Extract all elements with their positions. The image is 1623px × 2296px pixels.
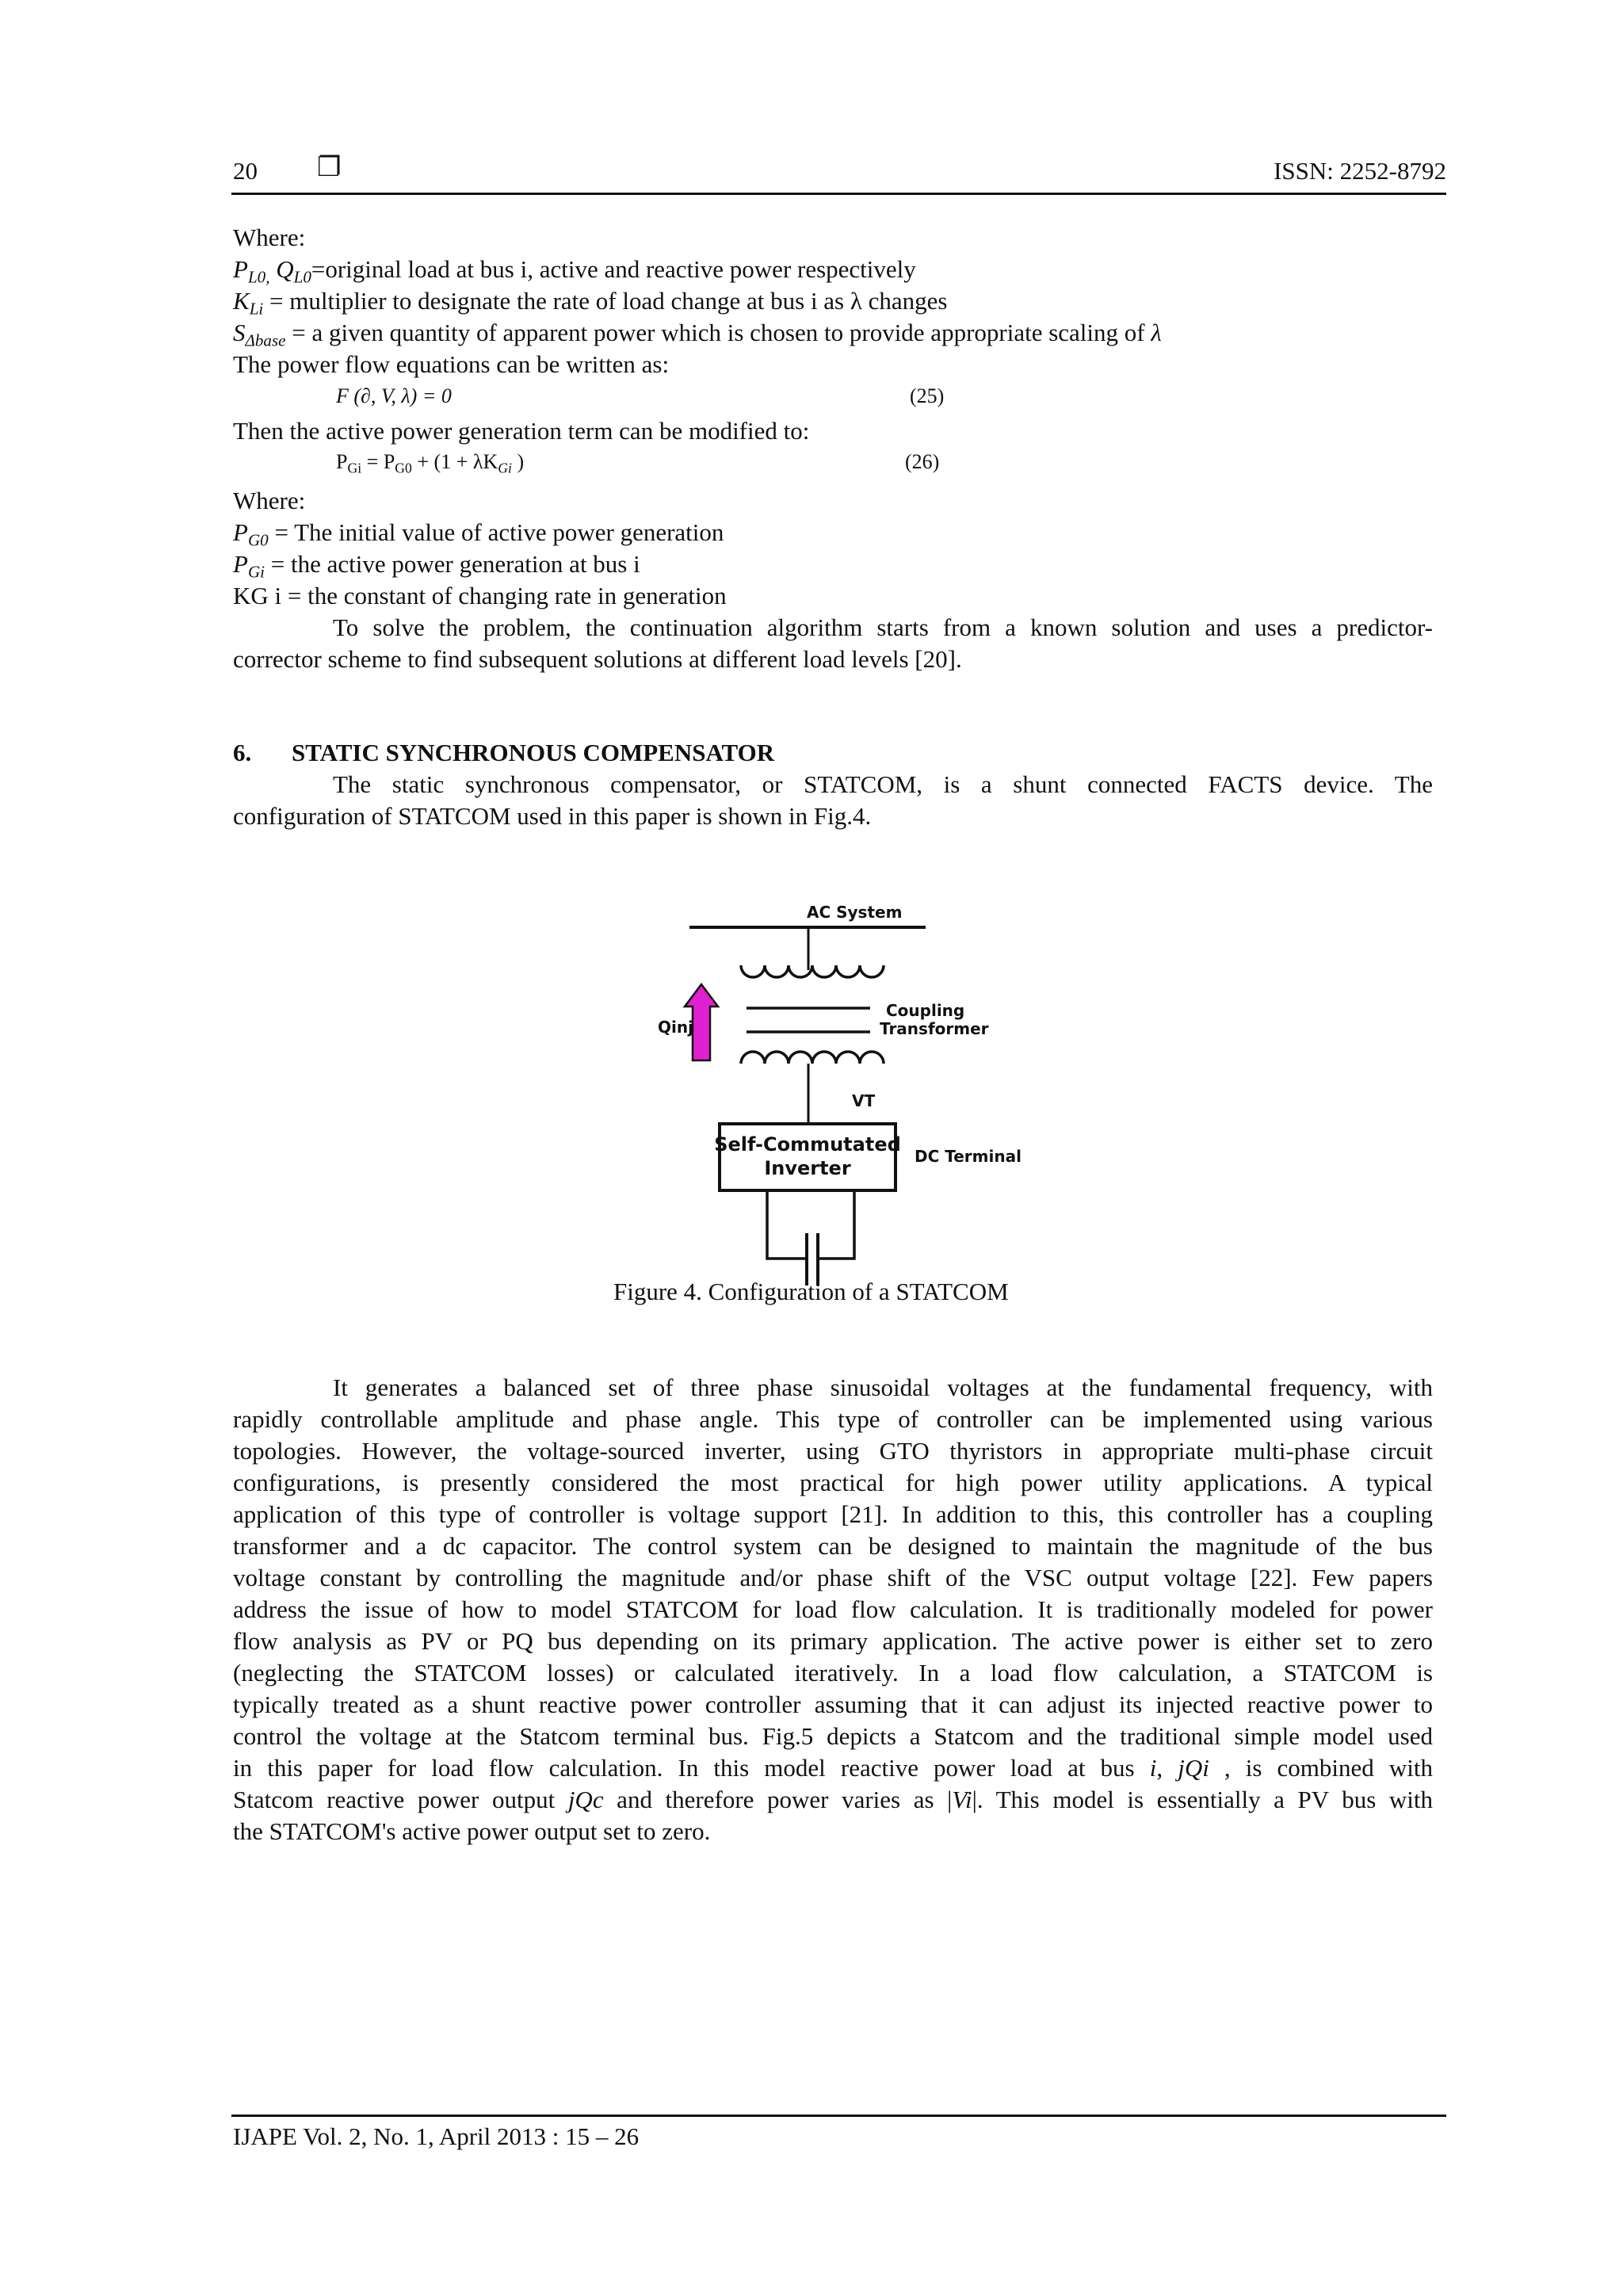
- page-number: 20: [233, 157, 258, 185]
- issn: ISSN: 2252-8792: [1274, 157, 1446, 185]
- equation-26: $P_{Gi} = P_{G0} + (1 + \lambda K_{Gi}$ ): [336, 450, 525, 476]
- vt-label: VT: [852, 1091, 876, 1110]
- body-line-5: application of this type of controller is voltage support [21]. In addition to this, this controller has a coupling: [233, 1500, 1433, 1528]
- dc-right-lead: [818, 1190, 854, 1259]
- dc-left-lead: [767, 1190, 807, 1259]
- body-line-12: control the voltage at the Statcom terminal bus. Fig.5 depicts a Statcom and the traditional simple model used: [233, 1722, 1433, 1750]
- statcom-diagram: [634, 888, 1046, 1300]
- dc-terminal-label: DC Terminal: [915, 1147, 1022, 1166]
- primary-winding: [741, 965, 884, 977]
- then-text: Then the active power generation term can be modified to:: [233, 417, 810, 445]
- body-line-13: in this paper for load flow calculation. In this model reactive power load at bus i, jQi , is combined with: [233, 1754, 1433, 1782]
- inverter-label-1: Self-Commutated: [714, 1133, 901, 1156]
- continuation-line-1: To solve the problem, the continuation algorithm starts from a known solution and uses a predictor-: [333, 613, 1433, 641]
- ac-system-label: AC System: [807, 903, 903, 922]
- body-line-11: typically treated as a shunt reactive power controller assuming that it can adjust its injected reactive power to: [233, 1690, 1433, 1718]
- body-line-15: the STATCOM's active power output set to zero.: [233, 1817, 711, 1845]
- inverter-label-2: Inverter: [764, 1157, 851, 1179]
- box-bullet-icon: ❐: [317, 151, 342, 183]
- section-title: STATIC SYNCHRONOUS COMPENSATOR: [292, 739, 775, 766]
- definition-pg0: $P_{G0}$ = The initial value of active power generation: [233, 518, 724, 550]
- where-label: Where:: [233, 223, 306, 251]
- body-line-3: topologies. However, the voltage-sourced inverter, using GTO thyristors in appropriate multi-phase circuit: [233, 1437, 1433, 1465]
- body-line-6: transformer and a dc capacitor. The control system can be designed to maintain the magnitude of the bus: [233, 1532, 1433, 1560]
- section-number: 6.: [233, 739, 252, 766]
- section-intro-line-2: configuration of STATCOM used in this paper is shown in Fig.4.: [233, 802, 872, 830]
- body-line-9: flow analysis as PV or PQ bus depending on its primary application. The active power is either set to zero: [233, 1627, 1433, 1655]
- figure-caption: Figure 4. Configuration of a STATCOM: [613, 1278, 1009, 1305]
- equation-26-number: (26): [905, 450, 940, 473]
- equation-25: F (∂, V, λ) = 0: [336, 384, 452, 407]
- definition-kli: $K_{Li}$ = multiplier to designate the rate of load change at bus i as λ changes: [233, 287, 948, 319]
- definition-sbase: $S_{\Delta base} = a$ given quantity of apparent power which is chosen to provide appropriate scaling of λ: [233, 319, 1162, 350]
- power-flow-intro: The power flow equations can be written as:: [233, 350, 670, 378]
- continuation-line-2: corrector scheme to find subsequent solutions at different load levels [20].: [233, 645, 962, 673]
- footer-citation: IJAPE Vol. 2, No. 1, April 2013 : 15 – 26: [233, 2122, 640, 2150]
- body-line-8: address the issue of how to model STATCOM for load flow calculation. It is traditionally modeled for power: [233, 1595, 1433, 1623]
- definition-pgi: $P_{Gi}$ = the active power generation at bus i: [233, 550, 640, 582]
- section-intro-line-1: The static synchronous compensator, or STATCOM, is a shunt connected FACTS device. The: [333, 770, 1433, 798]
- body-line-2: rapidly controllable amplitude and phase angle. This type of controller can be implemented using various: [233, 1405, 1433, 1433]
- body-line-10: (neglecting the STATCOM losses) or calculated iteratively. In a load flow calculation, a STATCOM is: [233, 1659, 1433, 1687]
- body-line-14: Statcom reactive power output jQc and therefore power varies as |Vi|. This model is essentially a PV bus with: [233, 1786, 1433, 1813]
- definition-kgi: KG i = the constant of changing rate in generation: [233, 582, 727, 609]
- where-label-2: Where:: [233, 487, 306, 514]
- coupling-label: Coupling: [886, 1001, 965, 1020]
- body-line-1: It generates a balanced set of three phase sinusoidal voltages at the fundamental frequency, with: [333, 1373, 1433, 1401]
- header-rule: [231, 193, 1446, 195]
- body-line-4: configurations, is presently considered the most practical for high power utility applications. A typical: [233, 1469, 1433, 1496]
- qinj-label: Qinj: [658, 1018, 693, 1037]
- body-line-7: voltage constant by controlling the magnitude and/or phase shift of the VSC output voltage [22]. Few papers: [233, 1564, 1433, 1591]
- transformer-label: Transformer: [880, 1019, 989, 1038]
- definition-pl0: $P_{L0,}$ $Q_{L0}=original$ load at bus i, active and reactive power respectively: [233, 255, 916, 287]
- equation-25-number: (25): [910, 384, 945, 407]
- footer-rule: [231, 2115, 1446, 2117]
- secondary-winding: [741, 1052, 884, 1064]
